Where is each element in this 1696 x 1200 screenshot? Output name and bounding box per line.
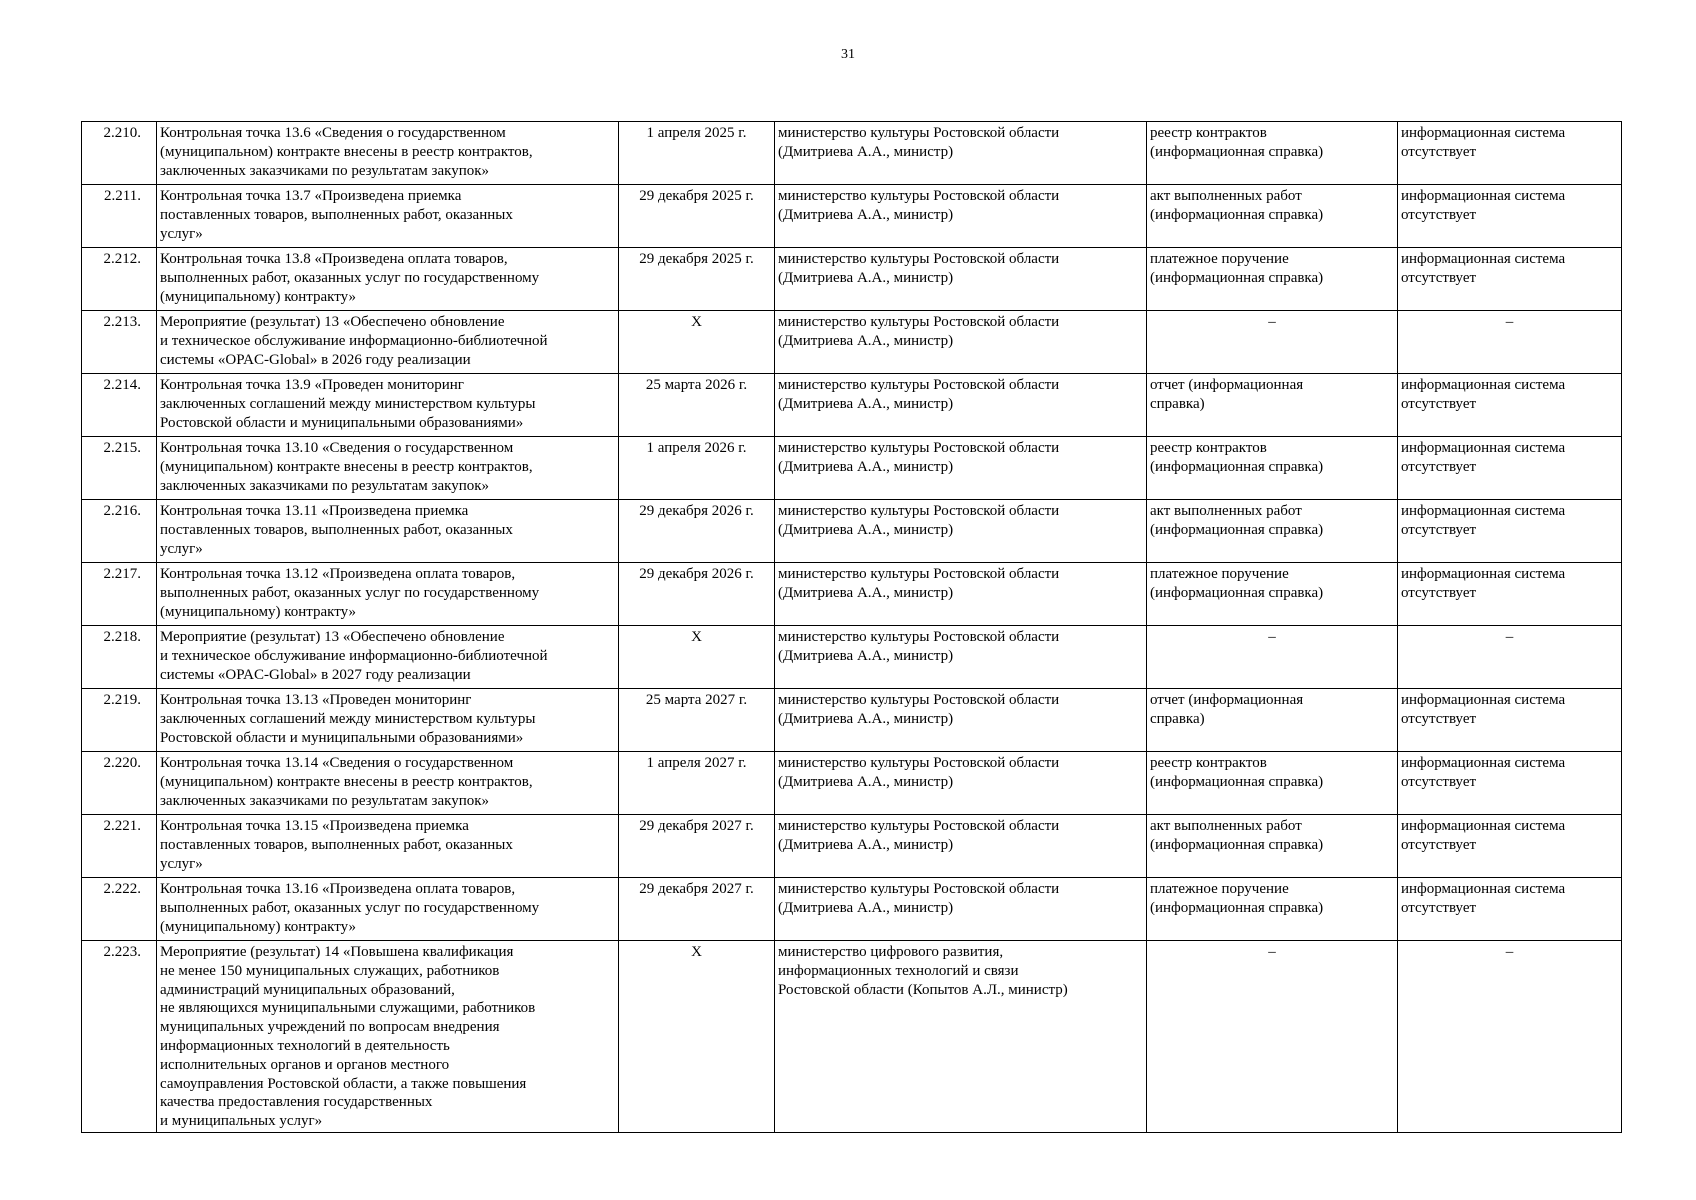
table-row — [82, 878, 1622, 941]
row-date: X — [619, 941, 775, 1133]
table-row — [82, 689, 1622, 752]
table-row — [82, 185, 1622, 248]
row-system: – — [1398, 311, 1622, 374]
row-document: – — [1147, 941, 1398, 1133]
row-date: 25 марта 2026 г. — [619, 374, 775, 437]
row-responsible: министерство культуры Ростовской области (Дмитриева А.А., министр) — [775, 815, 1147, 878]
table-row — [82, 122, 1622, 185]
row-name: Мероприятие (результат) 13 «Обеспечено обновление и техническое обслуживание информационно-библиотечной системы «OPAC-Global» в 2027 году реализации — [157, 626, 619, 689]
row-system: – — [1398, 626, 1622, 689]
row-document: платежное поручение (информационная справка) — [1147, 563, 1398, 626]
page-number: 31 — [841, 47, 855, 62]
row-document: – — [1147, 626, 1398, 689]
row-name: Контрольная точка 13.9 «Проведен мониторинг заключенных соглашений между министерством культуры Ростовской области и муниципальными образованиями» — [157, 374, 619, 437]
row-system: информационная система отсутствует — [1398, 815, 1622, 878]
row-date: 29 декабря 2025 г. — [619, 185, 775, 248]
table-row — [82, 500, 1622, 563]
row-name: Контрольная точка 13.13 «Проведен мониторинг заключенных соглашений между министерством культуры Ростовской области и муниципальными образованиями» — [157, 689, 619, 752]
row-system: информационная система отсутствует — [1398, 122, 1622, 185]
row-system: информационная система отсутствует — [1398, 563, 1622, 626]
row-date: 1 апреля 2025 г. — [619, 122, 775, 185]
row-responsible: министерство культуры Ростовской области (Дмитриева А.А., министр) — [775, 563, 1147, 626]
row-system: информационная система отсутствует — [1398, 185, 1622, 248]
row-date: X — [619, 626, 775, 689]
row-system: информационная система отсутствует — [1398, 500, 1622, 563]
row-responsible: министерство культуры Ростовской области (Дмитриева А.А., министр) — [775, 437, 1147, 500]
row-date: 1 апреля 2026 г. — [619, 437, 775, 500]
table-row — [82, 941, 1622, 1133]
row-date: 29 декабря 2026 г. — [619, 563, 775, 626]
row-number: 2.221. — [82, 815, 157, 878]
row-responsible: министерство культуры Ростовской области (Дмитриева А.А., министр) — [775, 122, 1147, 185]
row-responsible: министерство культуры Ростовской области (Дмитриева А.А., министр) — [775, 374, 1147, 437]
row-responsible: министерство культуры Ростовской области (Дмитриева А.А., министр) — [775, 248, 1147, 311]
row-number: 2.219. — [82, 689, 157, 752]
plan-table — [81, 121, 1622, 1133]
row-document: акт выполненных работ (информационная справка) — [1147, 185, 1398, 248]
row-name: Контрольная точка 13.11 «Произведена приемка поставленных товаров, выполненных работ, оказанных услуг» — [157, 500, 619, 563]
row-responsible: министерство культуры Ростовской области (Дмитриева А.А., министр) — [775, 626, 1147, 689]
row-number: 2.216. — [82, 500, 157, 563]
row-name: Контрольная точка 13.7 «Произведена приемка поставленных товаров, выполненных работ, оказанных услуг» — [157, 185, 619, 248]
row-document: платежное поручение (информационная справка) — [1147, 248, 1398, 311]
row-date: 29 декабря 2026 г. — [619, 500, 775, 563]
row-responsible: министерство культуры Ростовской области (Дмитриева А.А., министр) — [775, 185, 1147, 248]
row-name: Контрольная точка 13.15 «Произведена приемка поставленных товаров, выполненных работ, оказанных услуг» — [157, 815, 619, 878]
row-system: информационная система отсутствует — [1398, 878, 1622, 941]
row-responsible: министерство культуры Ростовской области (Дмитриева А.А., министр) — [775, 878, 1147, 941]
table-row — [82, 248, 1622, 311]
row-date: 29 декабря 2027 г. — [619, 815, 775, 878]
row-document: отчет (информационная справка) — [1147, 374, 1398, 437]
row-document: акт выполненных работ (информационная справка) — [1147, 815, 1398, 878]
row-document: – — [1147, 311, 1398, 374]
row-number: 2.212. — [82, 248, 157, 311]
row-number: 2.211. — [82, 185, 157, 248]
row-document: реестр контрактов (информационная справка) — [1147, 437, 1398, 500]
row-system: информационная система отсутствует — [1398, 752, 1622, 815]
row-number: 2.210. — [82, 122, 157, 185]
table-row — [82, 563, 1622, 626]
row-document: отчет (информационная справка) — [1147, 689, 1398, 752]
row-name: Мероприятие (результат) 14 «Повышена квалификация не менее 150 муниципальных служащих, работников администраций муниципальных образований, не являющихся муниципальными служащими, работников муниципальных учреждений по вопросам внедрения информационных технологий в деятельность исполнительных органов и органов местного самоуправления Ростовской области, а также повышения качества предоставления государственных и муниципальных услуг» — [157, 941, 619, 1133]
row-number: 2.213. — [82, 311, 157, 374]
row-system: – — [1398, 941, 1622, 1133]
row-name: Контрольная точка 13.6 «Сведения о государственном (муниципальном) контракте внесены в реестр контрактов, заключенных заказчиками по результатам закупок» — [157, 122, 619, 185]
table-row — [82, 374, 1622, 437]
row-name: Контрольная точка 13.12 «Произведена оплата товаров, выполненных работ, оказанных услуг по государственному (муниципальному) контракту» — [157, 563, 619, 626]
table-row — [82, 752, 1622, 815]
row-responsible: министерство культуры Ростовской области (Дмитриева А.А., министр) — [775, 311, 1147, 374]
row-date: 25 марта 2027 г. — [619, 689, 775, 752]
row-document: платежное поручение (информационная справка) — [1147, 878, 1398, 941]
row-system: информационная система отсутствует — [1398, 248, 1622, 311]
row-date: 1 апреля 2027 г. — [619, 752, 775, 815]
row-name: Мероприятие (результат) 13 «Обеспечено обновление и техническое обслуживание информационно-библиотечной системы «OPAC-Global» в 2026 году реализации — [157, 311, 619, 374]
row-name: Контрольная точка 13.14 «Сведения о государственном (муниципальном) контракте внесены в реестр контрактов, заключенных заказчиками по результатам закупок» — [157, 752, 619, 815]
row-number: 2.215. — [82, 437, 157, 500]
row-responsible: министерство цифрового развития, информационных технологий и связи Ростовской области (Копытов А.Л., министр) — [775, 941, 1147, 1133]
row-document: реестр контрактов (информационная справка) — [1147, 752, 1398, 815]
row-responsible: министерство культуры Ростовской области (Дмитриева А.А., министр) — [775, 689, 1147, 752]
row-system: информационная система отсутствует — [1398, 689, 1622, 752]
row-document: акт выполненных работ (информационная справка) — [1147, 500, 1398, 563]
row-document: реестр контрактов (информационная справка) — [1147, 122, 1398, 185]
row-name: Контрольная точка 13.10 «Сведения о государственном (муниципальном) контракте внесены в реестр контрактов, заключенных заказчиками по результатам закупок» — [157, 437, 619, 500]
row-number: 2.217. — [82, 563, 157, 626]
table-row — [82, 815, 1622, 878]
row-number: 2.222. — [82, 878, 157, 941]
row-name: Контрольная точка 13.8 «Произведена оплата товаров, выполненных работ, оказанных услуг по государственному (муниципальному) контракту» — [157, 248, 619, 311]
row-system: информационная система отсутствует — [1398, 374, 1622, 437]
row-responsible: министерство культуры Ростовской области (Дмитриева А.А., министр) — [775, 752, 1147, 815]
table-row — [82, 437, 1622, 500]
row-number: 2.214. — [82, 374, 157, 437]
row-name: Контрольная точка 13.16 «Произведена оплата товаров, выполненных работ, оказанных услуг по государственному (муниципальному) контракту» — [157, 878, 619, 941]
table-row — [82, 311, 1622, 374]
row-responsible: министерство культуры Ростовской области (Дмитриева А.А., министр) — [775, 500, 1147, 563]
row-system: информационная система отсутствует — [1398, 437, 1622, 500]
row-date: X — [619, 311, 775, 374]
table-row — [82, 626, 1622, 689]
row-number: 2.223. — [82, 941, 157, 1133]
row-number: 2.218. — [82, 626, 157, 689]
row-date: 29 декабря 2025 г. — [619, 248, 775, 311]
row-number: 2.220. — [82, 752, 157, 815]
row-date: 29 декабря 2027 г. — [619, 878, 775, 941]
